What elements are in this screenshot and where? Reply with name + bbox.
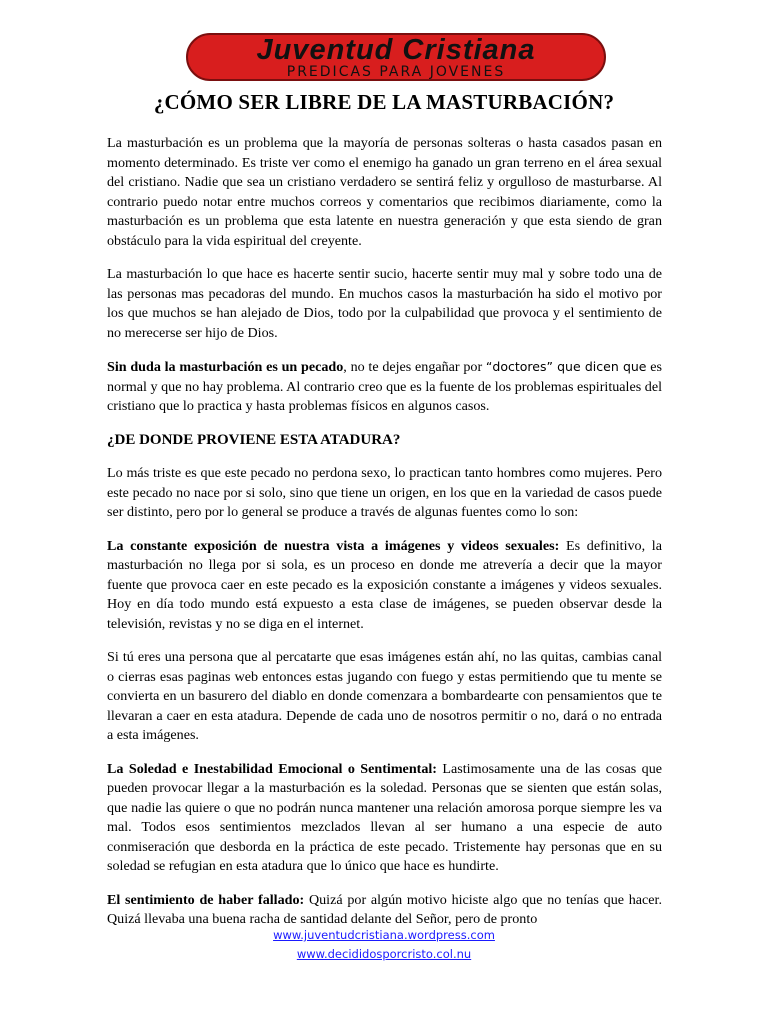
- paragraph-exposure-bold: La constante exposición de nuestra vista a imágenes y videos sexuales:: [107, 537, 560, 554]
- paragraph-sin: [107, 357, 662, 417]
- section-heading-origin: ¿DE DONDE PROVIENE ESTA ATADURA?: [107, 431, 401, 448]
- paragraph-loneliness-bold: La Soledad e Inestabilidad Emocional o Sentimental:: [107, 760, 438, 777]
- footer-links: [0, 926, 768, 964]
- page-title: ¿CÓMO SER LIBRE DE LA MASTURBACIÓN?: [153, 90, 615, 114]
- paragraph-sin-mid: , no te dejes engañar por: [343, 359, 486, 375]
- paragraph-exposure-rest: Es definitivo, la masturbación no llega por si sola, es un proceso en donde me atrevería a decir que la mayor fuente que provoca caer en este pecado es la exposición constante a imágenes y videos sexuales. Hoy en día todo mundo está expuesto a esta clase de imágenes, se pueden observar desde la televisión, revistas y no se diga en el internet.: [107, 537, 662, 632]
- footer-link-decididos[interactable]: www.decididosporcristo.col.nu: [296, 947, 472, 961]
- paragraph-loneliness-rest: Lastimosamente una de las cosas que pueden provocar llegar a la masturbación es la soledad. Personas que se sienten que están solas, que nadie las quiere o que no podrán nunca mantener una relación amorosa porque siempre les va mal. Todos esos sentimientos mezclados llevan al ser humano a una especie de auto conmiseración que desborda en la práctica de este pecado. Tristemente hay personas que en su soledad se refugian en esta atadura que lo único que hace es hundirte.: [107, 760, 662, 874]
- paragraph-loneliness: [107, 760, 662, 877]
- site-logo: [186, 33, 606, 81]
- paragraph-failure-rest: Quizá por algún motivo hiciste algo que no tenías que hacer. Quizá llevaba una buena racha de santidad delante del Señor, pero de pronto: [107, 891, 662, 927]
- paragraph-exposure: [107, 537, 662, 635]
- paragraph-choice: Si tú eres una persona que al percatarte que esas imágenes están ahí, no las quitas, cambias canal o cierras esas paginas web entonces estas jugando con fuego y estas permitiendo que tu mente se convierta en un basurero del diablo en donde comenzara a bombardearte con pensamientos que te llevaran a caer en esta atadura. Depende de cada uno de nosotros permitir o no, dará o no entrada a esta imágenes.: [107, 649, 662, 743]
- article-body: [107, 134, 662, 944]
- paragraph-failure: [107, 891, 662, 930]
- paragraph-failure-bold: El sentimiento de haber fallado:: [107, 891, 305, 908]
- logo-graphic: [186, 33, 606, 81]
- paragraph-effects: La masturbación lo que hace es hacerte sentir sucio, hacerte sentir muy mal y sobre todo una de las personas mas pecadoras del mundo. En muchos casos la masturbación ha sido el motivo por los que muchos se han alejado de Dios, todo por la culpabilidad que provoca y el sentimiento de no merecerse ser hijo de Dios.: [107, 266, 662, 341]
- paragraph-sin-rest: es normal y que no hay problema. Al contrario creo que es la fuente de los problemas espirituales del cristiano que lo practica y hasta problemas físicos en algunos casos.: [107, 359, 663, 414]
- paragraph-origin: Lo más triste es que este pecado no perdona sexo, lo practican tanto hombres como mujeres. Pero este pecado no nace por si solo, sino que tiene un origen, en los que en la variedad de casos puede ser distinto, pero por lo general se produce a través de algunas fuentes como lo son:: [107, 465, 662, 520]
- paragraph-intro: La masturbación es un problema que la mayoría de personas solteras o hasta casados pasan en momento determinado. Es triste ver como el enemigo ha ganado un gran terreno en el área sexual del cristiano. Nadie que sea un cristiano verdadero se sentirá feliz y orgulloso de masturbarse. Al contrario puedo notar entre muchos correos y comentarios que recibimos diariamente, como la masturbación es un problema que esta latente en nuestra generación y que esta siendo de gran obstáculo para la vida espiritual del creyente.: [107, 135, 662, 249]
- paragraph-sin-bold: Sin duda la masturbación es un pecado: [107, 359, 344, 375]
- paragraph-sin-quote: “doctores” que dicen que: [485, 359, 647, 374]
- logo-tagline-text: PREDICAS PARA JOVENES: [286, 64, 506, 80]
- footer-link-wordpress[interactable]: www.juventudcristiana.wordpress.com: [273, 928, 495, 942]
- logo-brand-text: Juventud Cristiana: [256, 34, 536, 66]
